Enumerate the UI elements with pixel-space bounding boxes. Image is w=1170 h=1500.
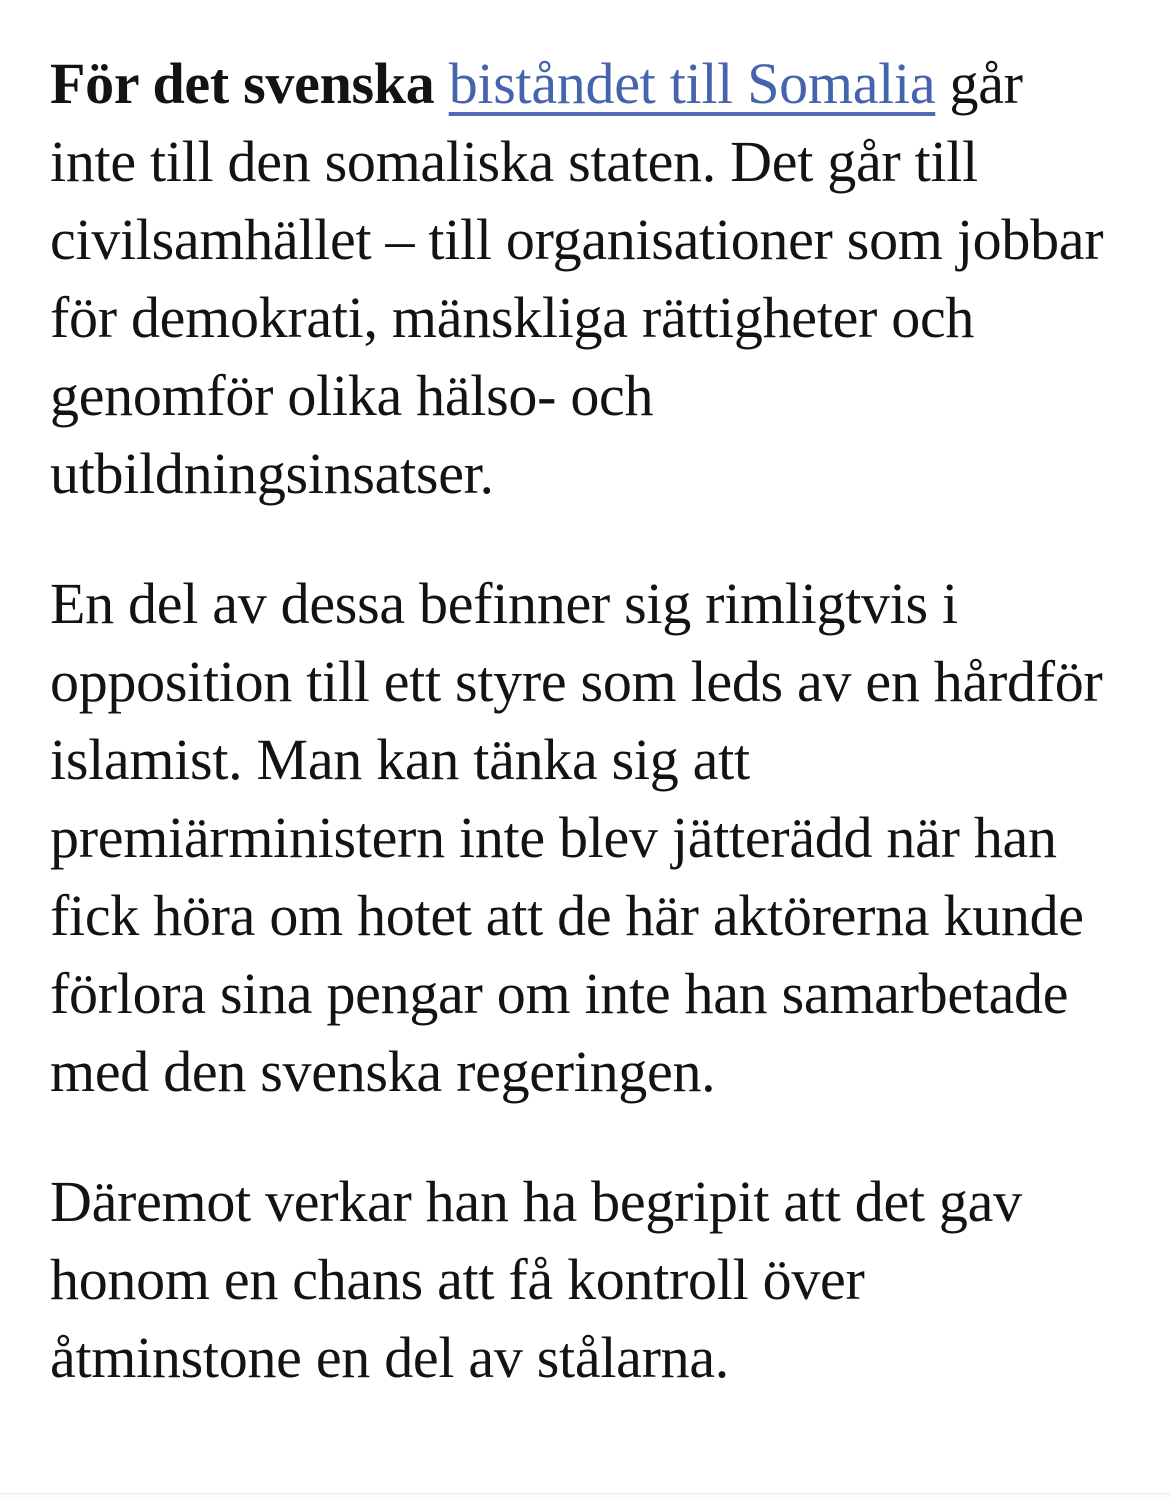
text-run: honom en chans att få kontroll över [50,1247,865,1312]
text-line [50,565,1120,643]
bold-lead-text: För det svenska [50,51,449,116]
text-run: för demokrati, mänskliga rättigheter och [50,285,975,350]
text-run: åtminstone en del av stålarna. [50,1325,730,1390]
text-line [50,123,1120,201]
text-line [50,721,1120,799]
text-line [50,357,1120,435]
text-run: civilsamhället – till organisationer som jobbar [50,207,1104,272]
paragraph [50,45,1120,513]
text-run: förlora sina pengar om inte han samarbetade [50,961,1069,1026]
text-line [50,1241,1120,1319]
text-line [50,877,1120,955]
text-run: En del av dessa befinner sig rimligtvis i [50,571,958,636]
text-line [50,45,1120,123]
text-line [50,1163,1120,1241]
text-line [50,955,1120,1033]
text-line [50,1319,1120,1397]
text-line [50,201,1120,279]
text-run: opposition till ett styre som leds av en hårdför [50,649,1103,714]
text-run: genomför olika hälso- och [50,363,654,428]
text-line [50,435,1120,513]
bottom-bar-edge [0,1493,1170,1500]
inline-link[interactable]: biståndet till Somalia [448,51,936,116]
text-run: med den svenska regeringen. [50,1039,716,1104]
paragraph-container [50,45,1120,1397]
text-run: premiärministern inte blev jätterädd när han [50,805,1057,870]
text-line [50,1033,1120,1111]
text-line [50,643,1120,721]
text-run: utbildningsinsatser. [50,441,494,506]
text-run: Däremot verkar han ha begripit att det gav [50,1169,1022,1234]
text-line [50,799,1120,877]
paragraph [50,565,1120,1111]
text-run: går [935,51,1023,116]
text-line [50,279,1120,357]
paragraph [50,1163,1120,1397]
text-run: inte till den somaliska staten. Det går till [50,129,978,194]
text-run: islamist. Man kan tänka sig att [50,727,750,792]
text-run: fick höra om hotet att de här aktörerna kunde [50,883,1084,948]
